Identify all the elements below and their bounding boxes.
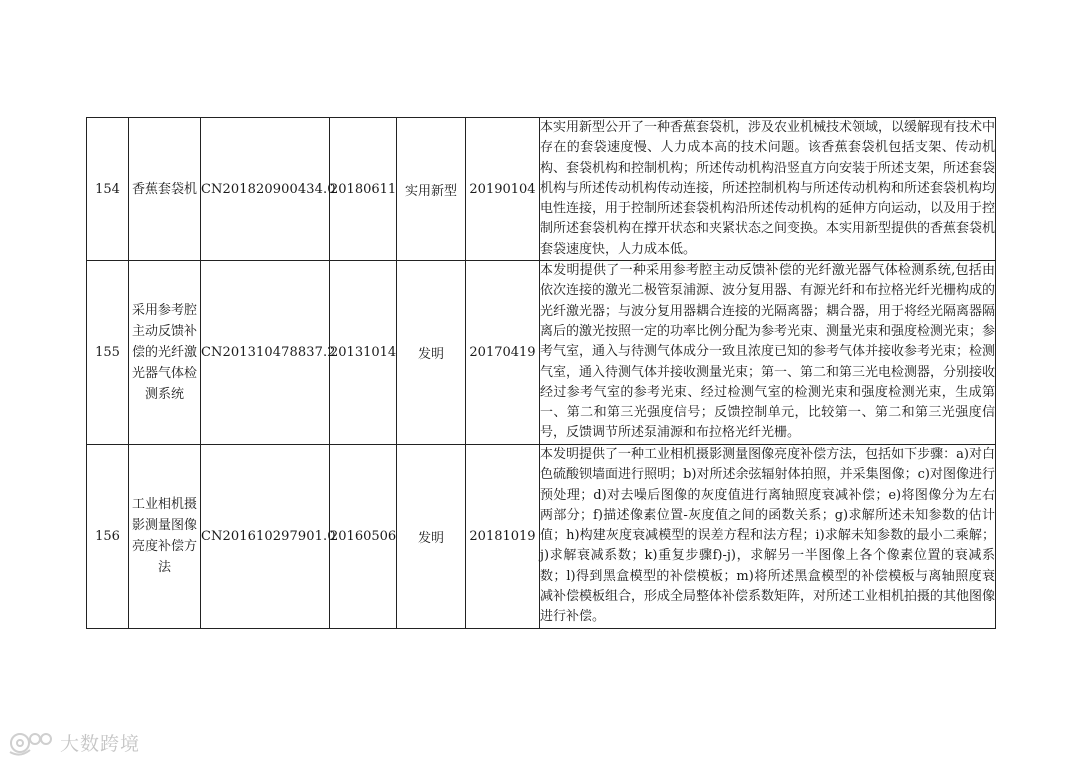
watermark-text: 大数跨境 <box>60 732 141 755</box>
watermark <box>6 728 140 756</box>
patent-abstract: 本发明提供了一种采用参考腔主动反馈补偿的光纤激光器气体检测系统,包括由依次连接的激光二极管泵浦源、波分复用器、有源光纤和布拉格光纤光栅构成的光纤激光器；与波分复用器耦合连接的光隔离器；耦合器，用于将经光隔离器隔离后的激光按照一定的功率比例分配为参考光束、测量光束和强度检测光束；参考气室，通入与待测气体成分一致且浓度已知的参考气体并接收参考光束；检测气室，通入待测气体并接收测量光束；第一、第二和第三光电检测器，分别接收经过参考气室的参考光束、经过检测气室的检测光束和强度检测光束，生成第一、第二和第三光强度信号；反馈控制单元，比较第一、第二和第三光强度信号，反馈调节所述泵浦源和布拉格光纤光栅。 <box>540 261 996 445</box>
application-date: 20160506 <box>330 444 397 628</box>
row-number: 156 <box>87 444 129 628</box>
table-row <box>87 261 996 445</box>
patent-name: 工业相机摄影测量图像亮度补偿方法 <box>129 444 201 628</box>
patent-name: 香蕉套袋机 <box>129 118 201 261</box>
patent-type: 发明 <box>397 444 466 628</box>
patent-type: 实用新型 <box>397 118 466 261</box>
table-row <box>87 444 996 628</box>
patent-table <box>86 117 996 629</box>
patent-abstract: 本发明提供了一种工业相机摄影测量图像亮度补偿方法，包括如下步骤：a)对白色硫酸钡墙面进行照明；b)对所述余弦辐射体拍照，并采集图像；c)对图像进行预处理；d)对去噪后图像的灰度值进行离轴照度衰减补偿；e)将图像分为左右两部分；f)描述像素位置-灰度值之间的函数关系；g)求解所述未知参数的估计值；h)构建灰度衰减模型的误差方程和法方程；i)求解未知参数的最小二乘解；j)求解衰减系数；k)重复步骤f)-j)，求解另一半图像上各个像素位置的衰减系数；l)得到黑盒模型的补偿模板；m)将所述黑盒模型的补偿模板与离轴照度衰减补偿模板组合，形成全局整体补偿系数矩阵，对所述工业相机拍摄的其他图像进行补偿。 <box>540 444 996 628</box>
application-number: CN201310478837.2 <box>201 261 330 445</box>
application-number: CN201820900434.0 <box>201 118 330 261</box>
application-date: 20180611 <box>330 118 397 261</box>
row-number: 154 <box>87 118 129 261</box>
application-date: 20131014 <box>330 261 397 445</box>
application-number: CN201610297901.0 <box>201 444 330 628</box>
patent-abstract: 本实用新型公开了一种香蕉套袋机，涉及农业机械技术领域，以缓解现有技术中存在的套袋速度慢、人力成本高的技术问题。该香蕉套袋机包括支架、传动机构、套袋机构和控制机构；所述传动机构沿竖直方向安装于所述支架，所述套袋机构与所述传动机构传动连接，所述控制机构与所述传动机构和所述套袋机构均电性连接，用于控制所述套袋机构沿所述传动机构的延伸方向运动，以及用于控制所述套袋机构在撑开状态和夹紧状态之间变换。本实用新型提供的香蕉套袋机套袋速度快，人力成本低。 <box>540 118 996 261</box>
row-number: 155 <box>87 261 129 445</box>
patent-name: 采用参考腔主动反馈补偿的光纤激光器气体检测系统 <box>129 261 201 445</box>
publication-date: 20170419 <box>466 261 540 445</box>
publication-date: 20181019 <box>466 444 540 628</box>
dashu-logo-icon <box>6 728 54 756</box>
patent-type: 发明 <box>397 261 466 445</box>
table-row <box>87 118 996 261</box>
publication-date: 20190104 <box>466 118 540 261</box>
